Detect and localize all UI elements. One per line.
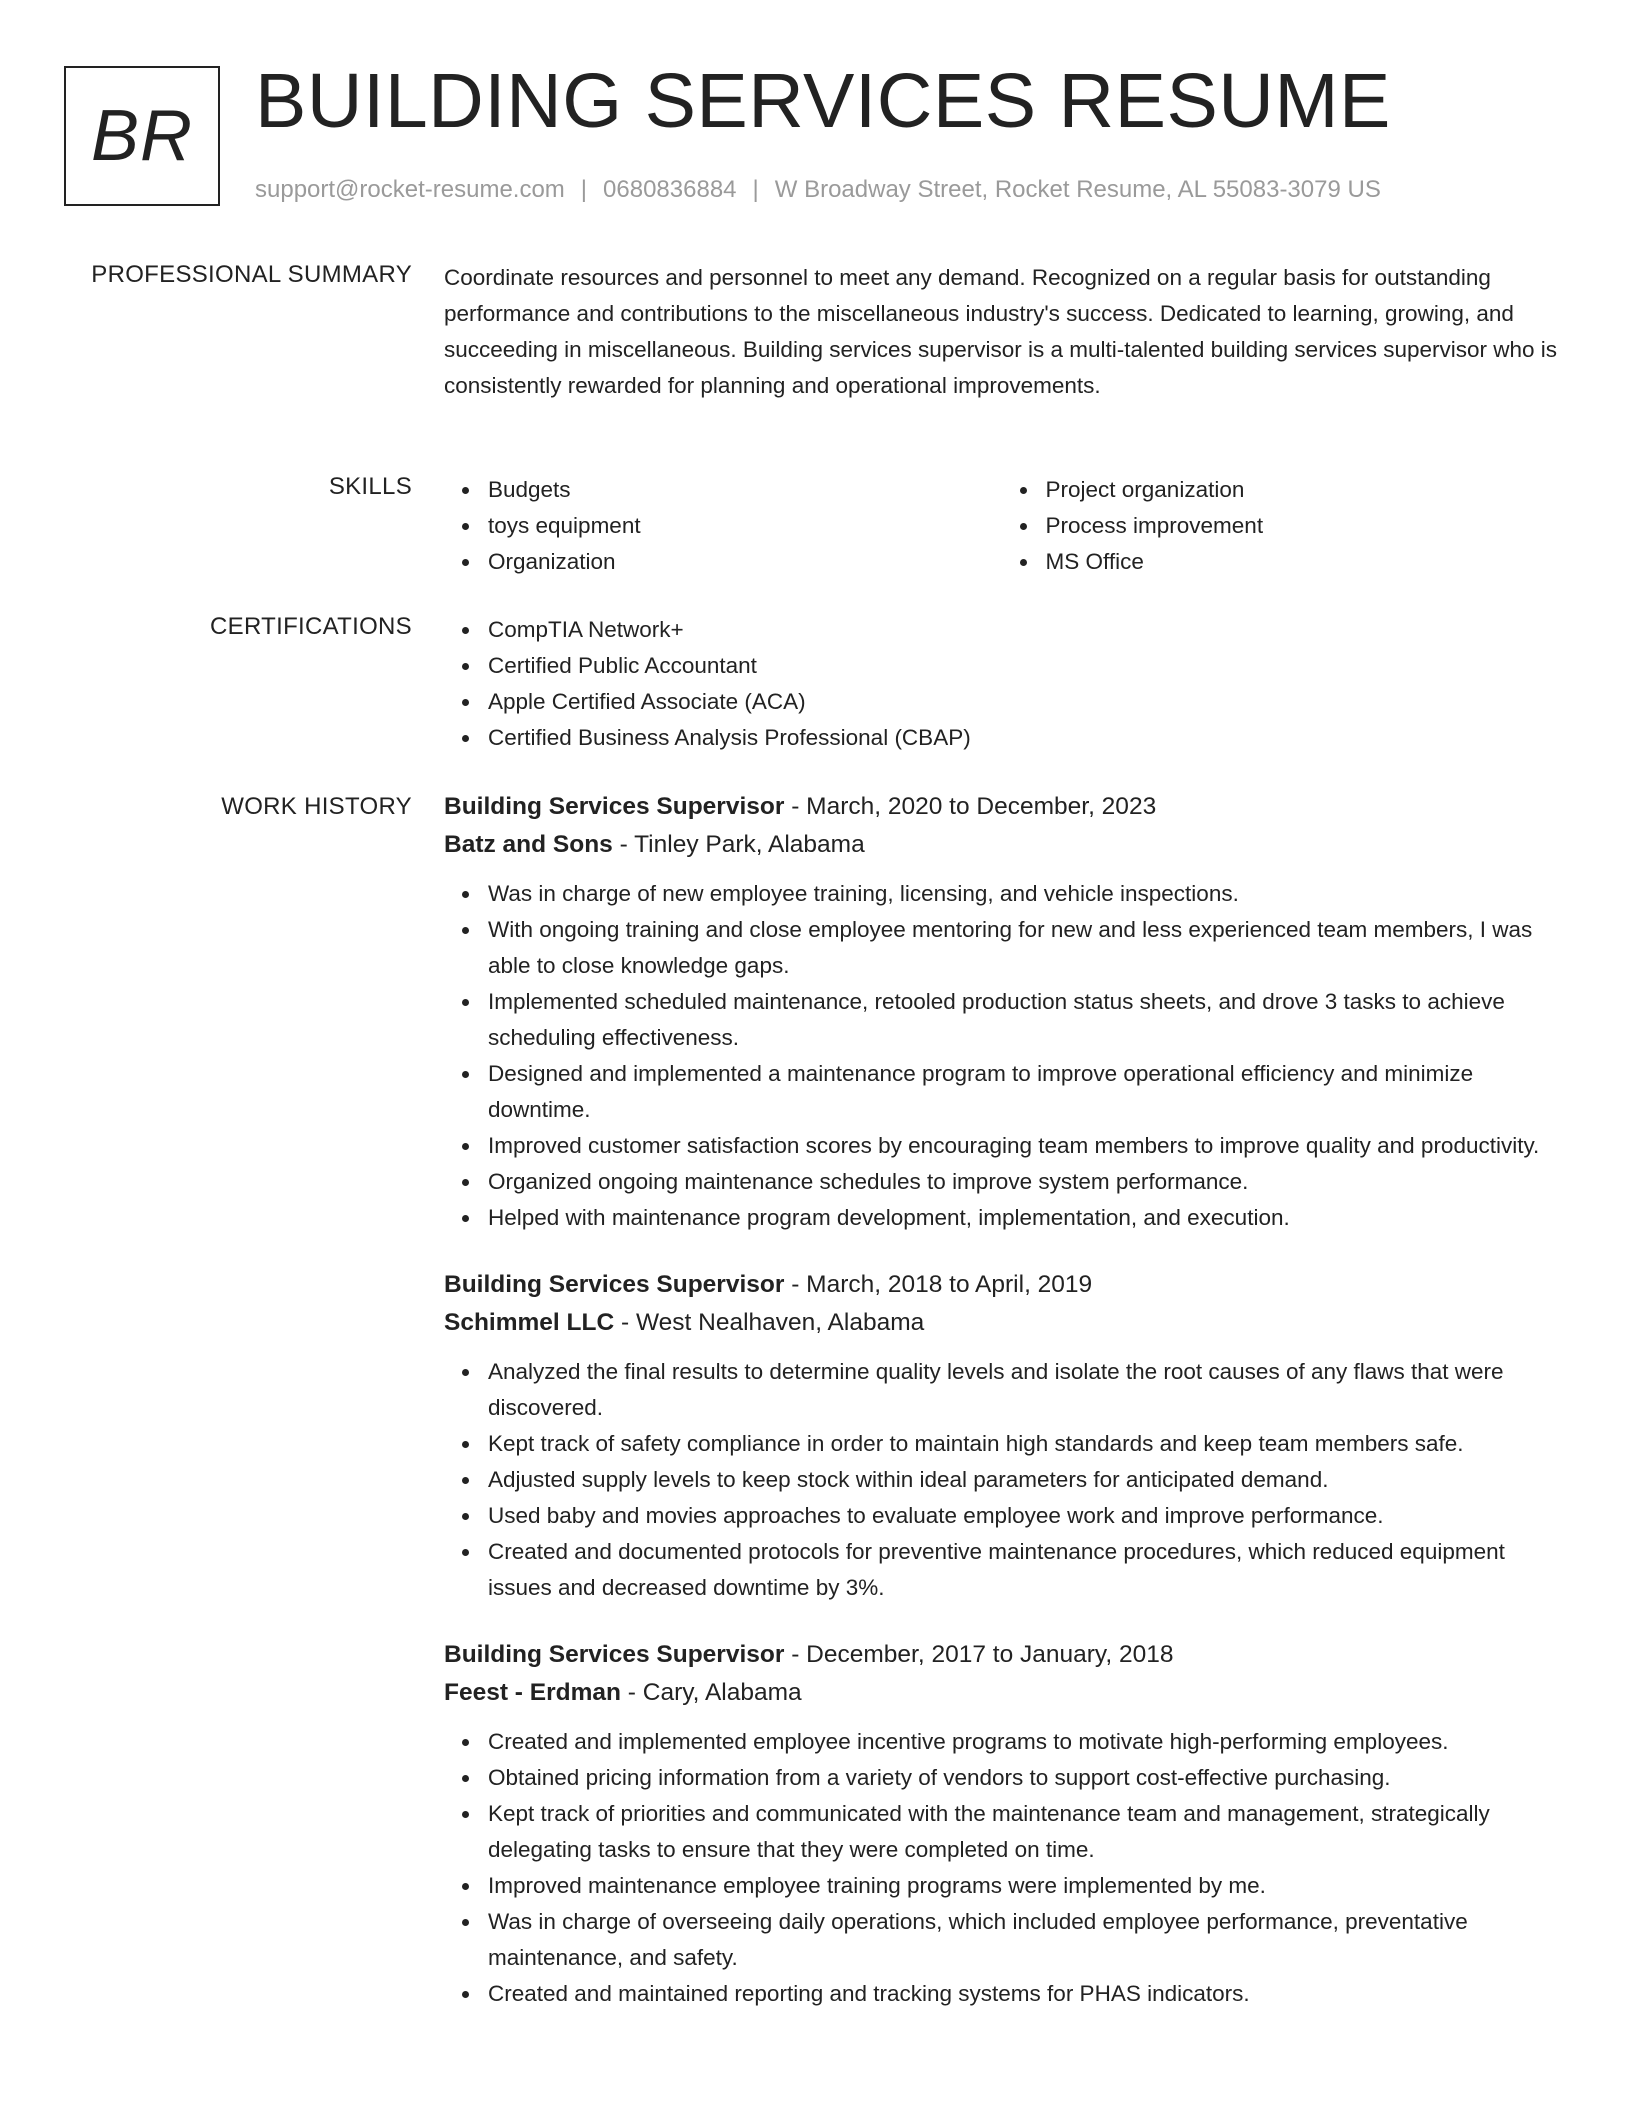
- job-title-line: [444, 1636, 1559, 1674]
- contact-phone[interactable]: 0680836884: [603, 176, 737, 203]
- job-duty-item: Created and maintained reporting and tracking systems for PHAS indicators.: [488, 1976, 1559, 2012]
- contact-email[interactable]: support@rocket-resume.com: [255, 176, 565, 203]
- skill-item: toys equipment: [488, 508, 1002, 544]
- skills-body: [444, 472, 1559, 580]
- certification-item: CompTIA Network+: [488, 612, 1559, 648]
- job-duty-item: Improved maintenance employee training programs were implemented by me.: [488, 1868, 1559, 1904]
- job-dates: - March, 2020 to December, 2023: [784, 793, 1157, 820]
- contact-address: W Broadway Street, Rocket Resume, AL 55083-3079 US: [774, 176, 1381, 203]
- resume-title: BUILDING SERVICES RESUME: [255, 58, 1391, 144]
- certification-item: Certified Public Accountant: [488, 648, 1559, 684]
- work-history-body: [444, 788, 1559, 2042]
- skills-list-left: [444, 472, 1002, 580]
- certifications-list: [444, 612, 1559, 756]
- contact-line: [255, 174, 1381, 206]
- job-title: Building Services Supervisor: [444, 1641, 785, 1668]
- certifications-body: [444, 612, 1559, 756]
- certifications-heading: CERTIFICATIONS: [210, 613, 412, 640]
- job-title: Building Services Supervisor: [444, 1271, 785, 1298]
- job-duty-item: Kept track of safety compliance in order to maintain high standards and keep team members safe.: [488, 1426, 1559, 1462]
- job-location: - West Nealhaven, Alabama: [614, 1309, 925, 1336]
- job-duty-item: Analyzed the final results to determine quality levels and isolate the root causes of any flaws that were discovered.: [488, 1354, 1559, 1426]
- job-duties-list: [444, 876, 1559, 1236]
- skills-list-right: [1002, 472, 1560, 580]
- summary-body: [444, 260, 1559, 404]
- job-duty-item: Adjusted supply levels to keep stock within ideal parameters for anticipated demand.: [488, 1462, 1559, 1498]
- skill-item: Organization: [488, 544, 1002, 580]
- job-duty-item: Implemented scheduled maintenance, retooled production status sheets, and drove 3 tasks to achieve scheduling effectiveness.: [488, 984, 1559, 1056]
- job-duty-item: Improved customer satisfaction scores by encouraging team members to improve quality and productivity.: [488, 1128, 1559, 1164]
- job-duty-item: Helped with maintenance program development, implementation, and execution.: [488, 1200, 1559, 1236]
- contact-separator: |: [752, 176, 759, 203]
- certification-item: Certified Business Analysis Professional (CBAP): [488, 720, 1559, 756]
- certification-item: Apple Certified Associate (ACA): [488, 684, 1559, 720]
- skills-heading: SKILLS: [328, 473, 412, 500]
- job-company-line: [444, 1674, 1559, 1712]
- skill-item: Project organization: [1046, 472, 1560, 508]
- job-duty-item: Kept track of priorities and communicated with the maintenance team and management, strategically delegating tasks to ensure that they were completed on time.: [488, 1796, 1559, 1868]
- monogram-badge: [64, 66, 220, 206]
- job-duty-item: Created and documented protocols for preventive maintenance procedures, which reduced equipment issues and decreased downtime by 3%.: [488, 1534, 1559, 1606]
- job-duties-list: [444, 1724, 1559, 2012]
- job-duty-item: Used baby and movies approaches to evaluate employee work and improve performance.: [488, 1498, 1559, 1534]
- skill-item: MS Office: [1046, 544, 1560, 580]
- job-title: Building Services Supervisor: [444, 793, 785, 820]
- job-company: Feest - Erdman: [444, 1679, 621, 1706]
- job-dates: - December, 2017 to January, 2018: [784, 1641, 1174, 1668]
- job-entry: [444, 1266, 1559, 1606]
- job-title-line: [444, 788, 1559, 826]
- job-duty-item: Was in charge of overseeing daily operations, which included employee performance, preventative maintenance, and safety.: [488, 1904, 1559, 1976]
- job-duties-list: [444, 1354, 1559, 1606]
- job-company: Batz and Sons: [444, 831, 613, 858]
- job-duty-item: Obtained pricing information from a variety of vendors to support cost-effective purchasing.: [488, 1760, 1559, 1796]
- job-company: Schimmel LLC: [444, 1309, 615, 1336]
- work-history-heading: WORK HISTORY: [221, 793, 412, 820]
- job-location: - Cary, Alabama: [621, 1679, 802, 1706]
- job-location: - Tinley Park, Alabama: [612, 831, 865, 858]
- summary-heading: PROFESSIONAL SUMMARY: [91, 261, 412, 288]
- job-title-line: [444, 1266, 1559, 1304]
- job-entry: [444, 1636, 1559, 2012]
- job-duty-item: Organized ongoing maintenance schedules to improve system performance.: [488, 1164, 1559, 1200]
- monogram-initials: BR: [90, 96, 194, 176]
- job-company-line: [444, 826, 1559, 864]
- skill-item: Budgets: [488, 472, 1002, 508]
- job-entry: [444, 788, 1559, 1236]
- contact-separator: |: [580, 176, 588, 203]
- summary-text: Coordinate resources and personnel to meet any demand. Recognized on a regular basis for outstanding performance and contributions to the miscellaneous industry's success. Dedicated to learning, growing, and succeeding in miscellaneous. Building services supervisor is a multi-talented building services supervisor who is consistently rewarded for planning and operational improvements.: [444, 265, 1558, 398]
- job-duty-item: Designed and implemented a maintenance program to improve operational efficiency and minimize downtime.: [488, 1056, 1559, 1128]
- job-company-line: [444, 1304, 1559, 1342]
- skill-item: Process improvement: [1046, 508, 1560, 544]
- job-duty-item: Was in charge of new employee training, licensing, and vehicle inspections.: [488, 876, 1559, 912]
- job-duty-item: With ongoing training and close employee mentoring for new and less experienced team members, I was able to close knowledge gaps.: [488, 912, 1559, 984]
- job-duty-item: Created and implemented employee incentive programs to motivate high-performing employees.: [488, 1724, 1559, 1760]
- job-dates: - March, 2018 to April, 2019: [784, 1271, 1093, 1298]
